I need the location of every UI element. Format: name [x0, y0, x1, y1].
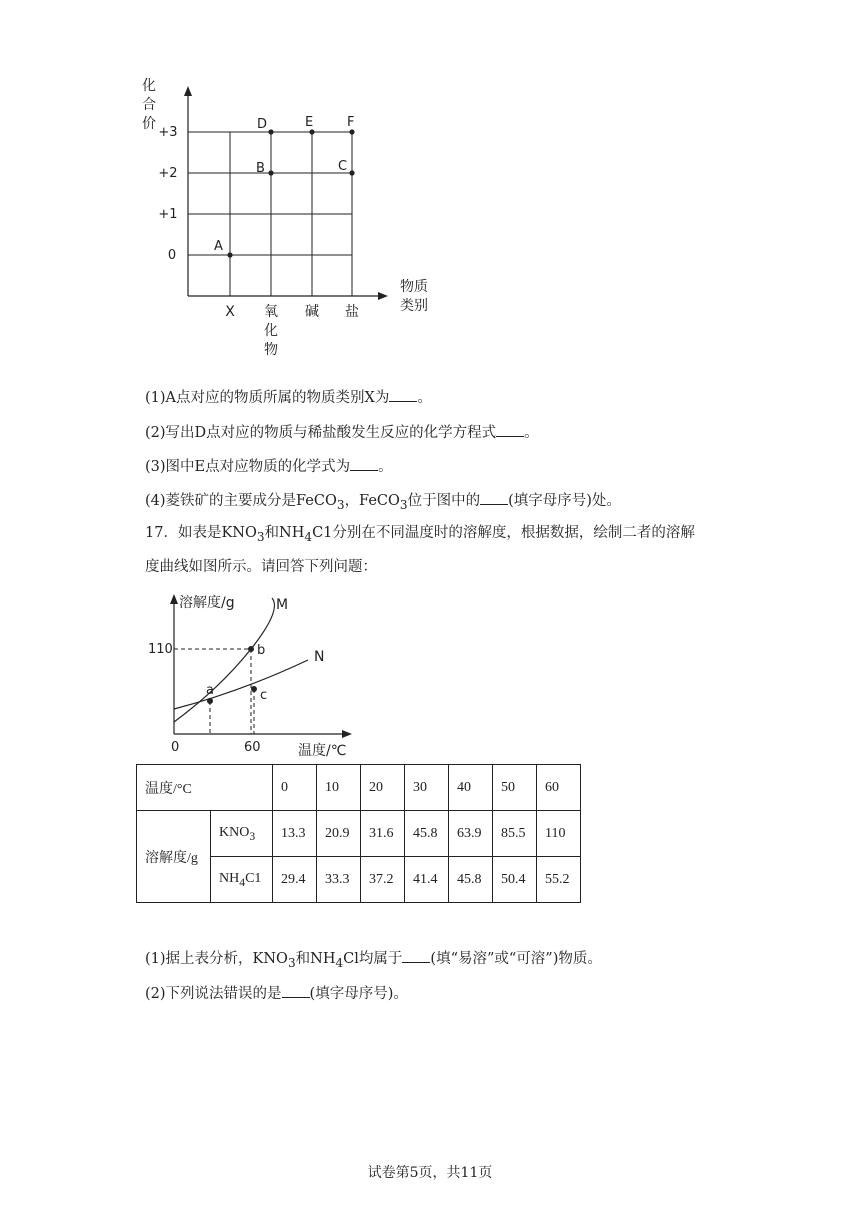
question-16-3: (3)图中E点对应物质的化学式为 。	[145, 456, 393, 477]
value-cell: 63.9	[449, 811, 493, 857]
question-17-stem-2: 度曲线如图所示。请回答下列问题：	[145, 559, 377, 575]
x-tick-base: 碱	[305, 304, 319, 320]
x-tick-oxide-3: 物	[264, 342, 278, 358]
point-a-label: a	[206, 683, 214, 698]
value-cell: 37.2	[361, 857, 405, 903]
point-c-label: c	[260, 688, 268, 703]
answer-blank[interactable]	[389, 387, 417, 402]
temp-cell: 20	[361, 765, 405, 811]
point-c	[251, 686, 257, 692]
answer-blank[interactable]	[282, 983, 310, 998]
question-17-1: (1)据上表分析，$KNO_3$和$NH_4Cl$均属于 (填“易溶”或“可溶”)物质。	[145, 948, 602, 973]
table-row-temperature	[137, 765, 581, 811]
answer-blank[interactable]	[350, 456, 378, 471]
row-name-kno3: $KNO_3$	[211, 811, 273, 857]
x-axis-arrow	[378, 292, 388, 300]
y-axis-label-3: 价	[142, 116, 156, 132]
temp-cell: 0	[273, 765, 317, 811]
page-footer: 试卷第5页，共11页	[367, 1165, 493, 1181]
svg-text:E: E	[305, 115, 314, 130]
question-17-2: (2)下列说法错误的是 (填字母序号)。	[145, 983, 408, 1004]
svg-text:A: A	[214, 239, 223, 254]
value-cell: 55.2	[537, 857, 581, 903]
temp-cell: 60	[537, 765, 581, 811]
svg-text:C: C	[338, 159, 348, 174]
x-tick-oxide-1: 氧	[264, 304, 278, 320]
question-16-4: (4)菱铁矿的主要成分是FeCO$_3$，FeCO$_3$位于图中的 (填字母序号)处。	[145, 490, 621, 515]
value-cell: 110	[537, 811, 581, 857]
y-axis-label-2: 合	[142, 97, 156, 113]
svg-text:B: B	[256, 161, 265, 176]
answer-blank[interactable]	[496, 422, 524, 437]
point-b-label: b	[257, 643, 266, 658]
value-cell: 50.4	[493, 857, 537, 903]
x-tick-salt: 盐	[345, 304, 359, 320]
svg-text:D: D	[257, 117, 268, 132]
x-axis-arrow	[342, 730, 352, 738]
x-tick-x: X	[225, 304, 235, 320]
value-cell: 45.8	[449, 857, 493, 903]
guide-lines	[174, 649, 254, 734]
row-name-nh4cl: $NH_4C1$	[211, 857, 273, 903]
x-axis-label: 温度/℃	[298, 743, 347, 759]
temp-cell: 10	[317, 765, 361, 811]
point-a	[207, 698, 213, 704]
x-axis-label-1: 物质	[400, 279, 428, 295]
value-cell: 13.3	[273, 811, 317, 857]
value-cell: 20.9	[317, 811, 361, 857]
temp-cell: 30	[405, 765, 449, 811]
temp-cell: 40	[449, 765, 493, 811]
value-cell: 85.5	[493, 811, 537, 857]
y-tick-plus3: +3	[158, 125, 178, 140]
value-cell: 41.4	[405, 857, 449, 903]
question-17-stem-1: 17．如表是$KNO_3$和$NH_4C1$分别在不同温度时的溶解度，根据数据，绘制二者的溶解	[145, 525, 695, 544]
curve-m-label: M	[276, 597, 289, 613]
y-tick-plus1: +1	[158, 207, 178, 222]
x-tick-60: 60	[244, 740, 261, 755]
value-cell: 29.4	[273, 857, 317, 903]
curve-n-label: N	[314, 649, 325, 665]
group-label: 溶解度/g	[137, 811, 211, 903]
value-cell: 33.3	[317, 857, 361, 903]
point-b	[248, 646, 254, 652]
curve-n	[174, 660, 308, 709]
answer-blank[interactable]	[402, 948, 430, 963]
y-axis-arrow	[184, 86, 192, 96]
valence-category-chart	[130, 70, 450, 370]
grid	[188, 132, 352, 296]
table-row-kno3	[137, 811, 581, 857]
solubility-table	[136, 764, 581, 903]
x-axis-label-2: 类别	[400, 298, 428, 314]
question-16-1: (1)A点对应的物质所属的物质类别X为 。	[145, 387, 432, 408]
curve-m	[174, 598, 274, 722]
value-cell: 31.6	[361, 811, 405, 857]
y-axis-label-1: 化	[142, 78, 156, 94]
y-tick-110: 110	[148, 642, 173, 657]
x-tick-oxide-2: 化	[264, 323, 278, 339]
value-cell: 45.8	[405, 811, 449, 857]
solubility-curve-chart	[148, 588, 380, 759]
y-axis-label: 溶解度/g	[179, 595, 235, 611]
svg-text:F: F	[347, 115, 355, 130]
temp-cell: 50	[493, 765, 537, 811]
header-label: 温度/°C	[137, 765, 273, 811]
y-tick-plus2: +2	[158, 166, 178, 181]
y-axis-arrow	[170, 594, 178, 604]
point-d	[257, 117, 274, 135]
answer-blank[interactable]	[480, 490, 508, 505]
x-tick-0: 0	[171, 740, 180, 755]
y-tick-zero: 0	[167, 248, 177, 263]
question-16-2: (2)写出D点对应的物质与稀盐酸发生反应的化学方程式 。	[145, 422, 539, 443]
